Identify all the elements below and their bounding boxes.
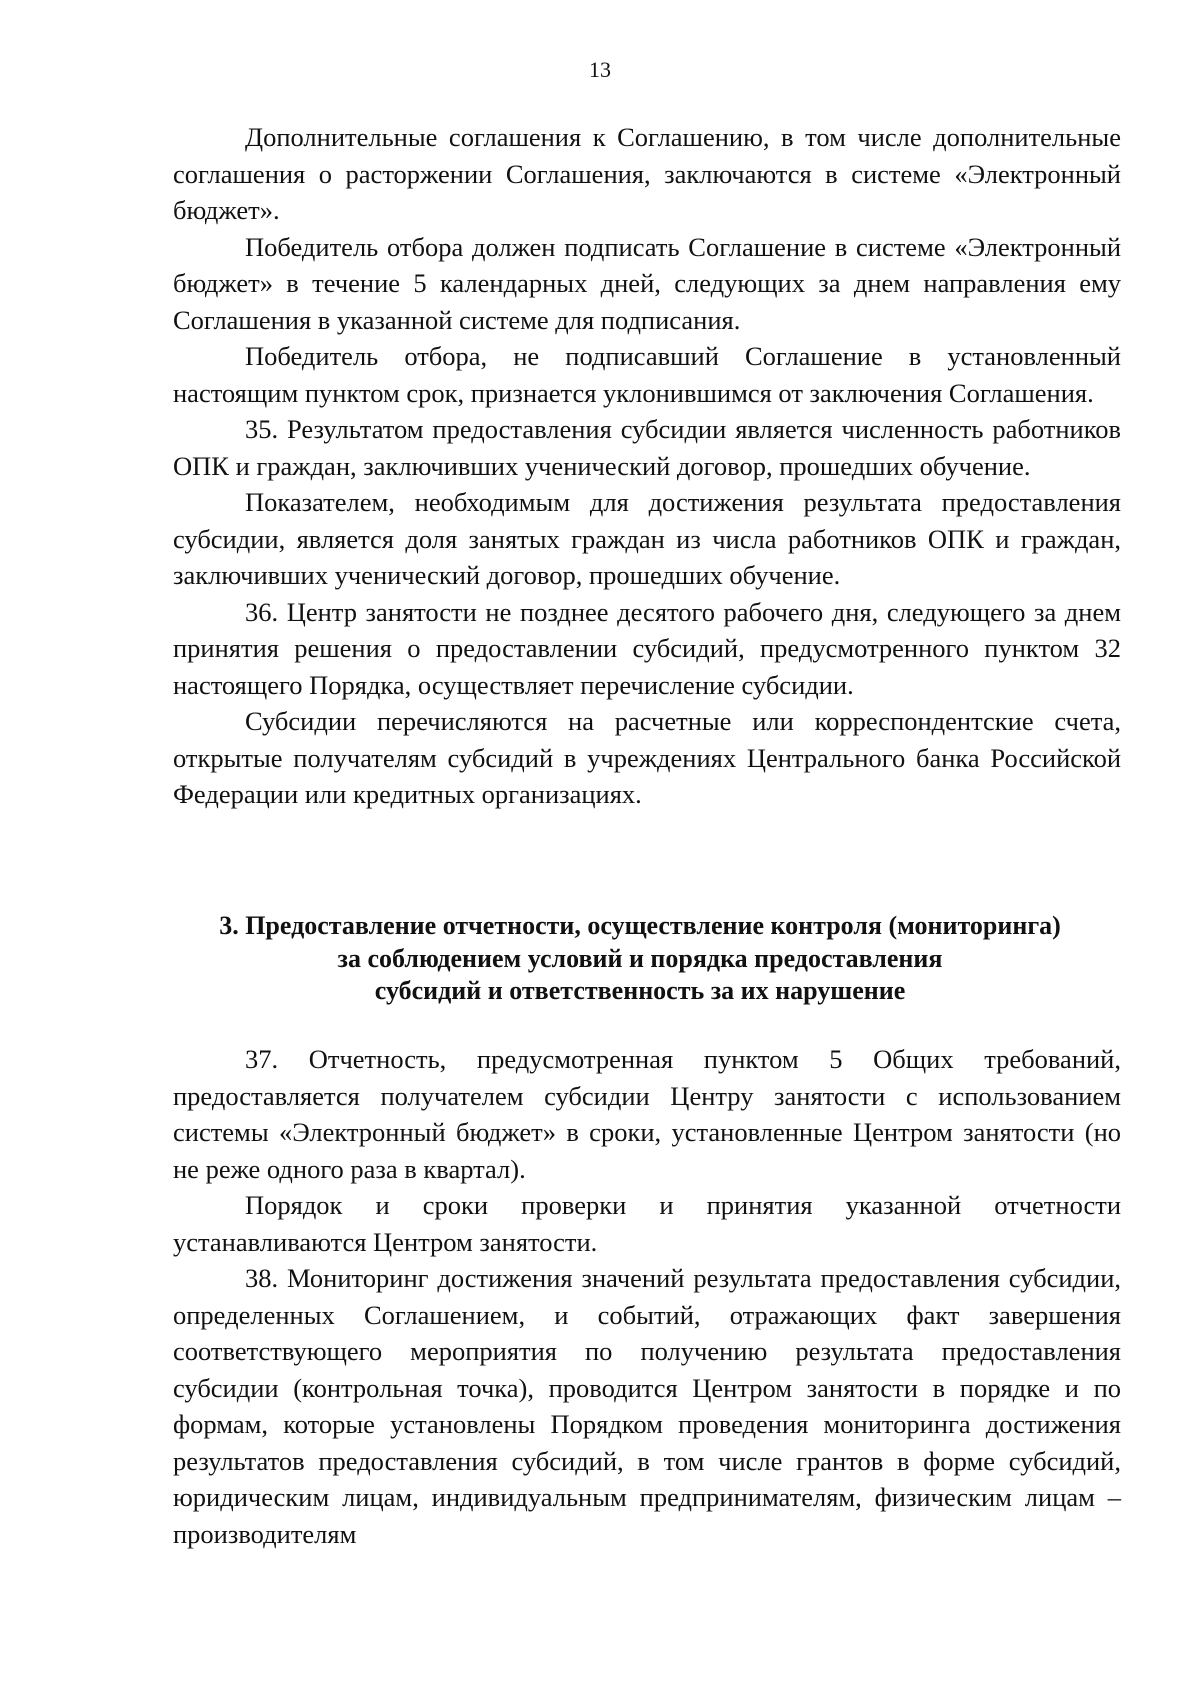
paragraph-indicator: Показателем, необходимым для достижения результата предоставления субсидии, является доля занятых граждан из числа работников ОПК и граждан, заключивших ученический договор, прошедших обучение. (173, 487, 1121, 590)
paragraph-additional-agreements: Дополнительные соглашения к Соглашению, в том числе дополнительные соглашения о расторжении Соглашения, заключаются в системе «Электронный бюджет». (173, 122, 1121, 225)
paragraph-winner-signing: Победитель отбора должен подписать Соглашение в системе «Электронный бюджет» в течение 5 календарных дней, следующих за днем направления ему Соглашения в указанной системе для подписания. (173, 231, 1121, 335)
paragraph-winner-evasion: Победитель отбора, не подписавший Соглашение в установленный настоящим пунктом срок, признается уклонившимся от заключения Соглашения. (173, 341, 1121, 408)
page-number: 13 (589, 57, 611, 82)
heading-line-3: субсидий и ответственность за их нарушение (374, 976, 906, 1005)
text-section-2 (173, 1041, 1121, 1552)
paragraph-item-35: 35. Результатом предоставления субсидии является численность работников ОПК и граждан, заключивших ученический договор, прошедших обучение. (173, 414, 1121, 481)
section-heading (140, 910, 1140, 1008)
paragraph-subsidy-transfer: Субсидии перечисляются на расчетные или корреспондентские счета, открытые получателям субсидий в учреждениях Центрального банка Российской Федерации или кредитных организациях. (173, 706, 1121, 809)
heading-line-1: 3. Предоставление отчетности, осуществление контроля (мониторинга) (219, 911, 1061, 940)
paragraph-item-36: 36. Центр занятости не позднее десятого рабочего дня, следующего за днем принятия решения о предоставлении субсидий, предусмотренного пунктом 32 настоящего Порядка, осуществляет перечисление субсидии. (173, 596, 1121, 700)
paragraph-item-38: 38. Мониторинг достижения значений результата предоставления субсидии, определенных Соглашением, и событий, отражающих факт завершения соответствующего мероприятия по получению результата предоставления субсидии (контрольная точка), проводится Центром занятости в порядке и по формам, которые установлены Порядком проведения мониторинга достижения результатов предоставления субсидий, в том числе грантов в форме субсидий, юридическим лицам, индивидуальным предпринимателям, физическим лицам – производителям (173, 1263, 1121, 1549)
heading-line-2: за соблюдением условий и порядка предоставления (337, 943, 943, 973)
paragraph-report-checking: Порядок и сроки проверки и принятия указанной отчетности устанавливаются Центром занятости. (173, 1190, 1121, 1257)
text-section-1 (173, 119, 1121, 813)
paragraph-item-37: 37. Отчетность, предусмотренная пунктом 5 Общих требований, предоставляется получателем субсидии Центру занятости с использованием системы «Электронный бюджет» в сроки, установленные Центром занятости (но не реже одного раза в квартал). (173, 1044, 1121, 1184)
